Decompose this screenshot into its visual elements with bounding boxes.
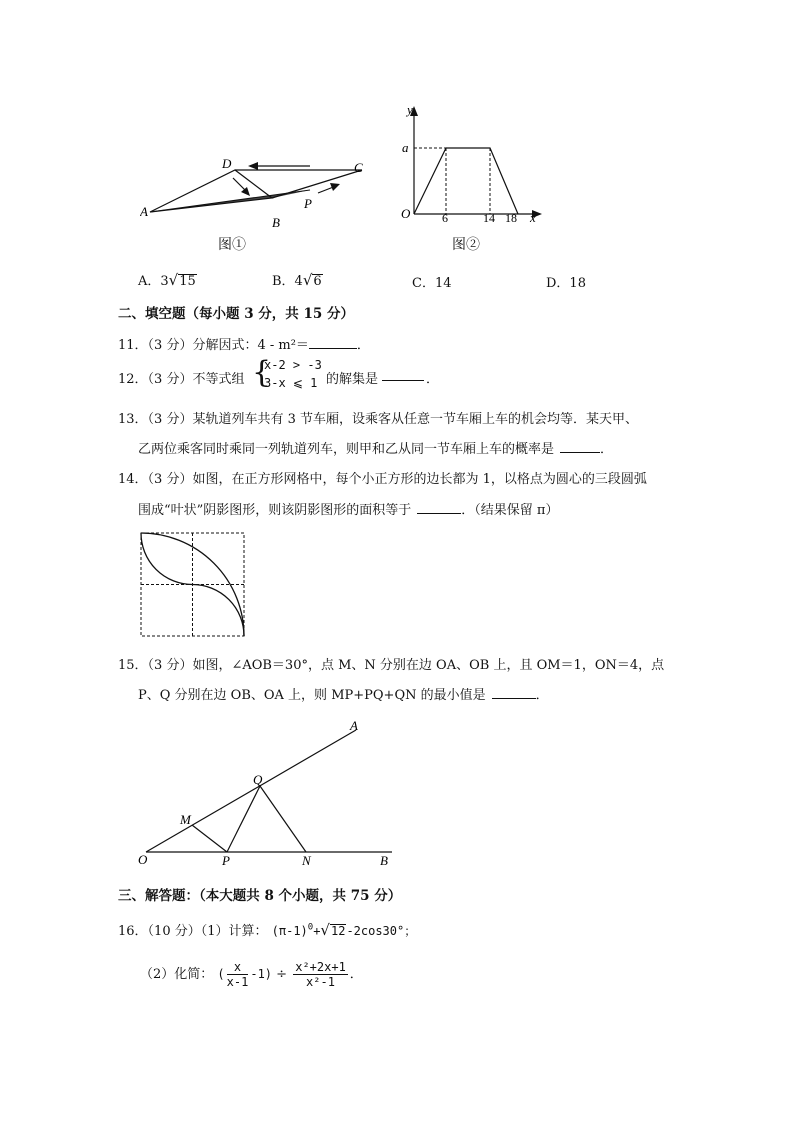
label-A: A xyxy=(140,204,148,219)
figure-2-caption: 图② xyxy=(452,237,480,253)
svg-text:Q: Q xyxy=(253,772,263,787)
svg-text:18: 18 xyxy=(505,211,517,225)
question-14-line-2: 围成“叶状”阴影图形，则该阴影图形的面积等于 ．（结果保留 π） xyxy=(138,503,559,518)
question-16-part-2: （2）化简： ( $\frac{x}{x-1}$ -1) ÷ $\frac{\text{x²+2x+1}}{\text{x²-1}}$ ． xyxy=(140,960,363,989)
graph-line xyxy=(414,148,518,214)
option-c: C．14 xyxy=(412,276,452,291)
svg-text:x: x xyxy=(530,210,536,225)
question-16-part-1: 16．（10 分）（1）计算： $(\pi-1)^0+√12-2\cos 30^\circ$； xyxy=(118,921,417,939)
question-15-line-1: 15．（3 分）如图，∠AOB＝30°，点 M、N 分别在边 OA、OB 上，且 OM＝1，ON＝4，点 xyxy=(118,658,665,673)
option-b: B．4√6 xyxy=(272,271,322,289)
svg-text:6: 6 xyxy=(442,211,448,225)
option-a: A．3√15 xyxy=(138,271,196,289)
svg-text:O: O xyxy=(401,206,411,221)
figure-1 xyxy=(140,150,380,240)
svg-text:a: a xyxy=(402,140,409,155)
question-15-line-2: P、Q 分别在边 OB、OA 上，则 MP+PQ+QN 的最小值是 ． xyxy=(138,688,549,703)
label-P: P xyxy=(304,196,312,211)
label-B: B xyxy=(272,215,280,230)
option-d: D．18 xyxy=(546,276,586,291)
label-C: C xyxy=(354,160,363,175)
svg-text:B: B xyxy=(380,853,388,868)
figure-14-leaf-grid xyxy=(140,532,246,638)
section-2-heading: 二、填空题（每小题 3 分，共 15 分） xyxy=(118,306,354,322)
svg-text:A: A xyxy=(350,718,358,733)
figure-2 xyxy=(396,100,546,228)
question-14-line-1: 14．（3 分）如图，在正方形网格中，每个小正方形的边长都为 1，以格点为圆心的三段圆弧 xyxy=(118,472,647,487)
question-11: 11．（3 分）分解因式：4 - m²＝ ． xyxy=(118,338,370,353)
svg-text:N: N xyxy=(302,853,311,868)
svg-text:y: y xyxy=(407,102,413,117)
question-13-line-1: 13．（3 分）某轨道列车共有 3 节车厢，设乘客从任意一节车厢上车的机会均等．某天甲、 xyxy=(118,412,638,427)
triangle-adb xyxy=(150,170,272,212)
section-3-heading: 三、解答题：（本大题共 8 个小题，共 75 分） xyxy=(118,888,402,904)
svg-text:P: P xyxy=(222,853,230,868)
question-13-line-2: 乙两位乘客同时乘同一列轨道列车，则甲和乙从同一节车厢上车的概率是 ． xyxy=(138,442,614,457)
figure-1-caption: 图① xyxy=(218,237,246,253)
label-D: D xyxy=(222,156,232,171)
svg-text:M: M xyxy=(180,812,191,827)
figure-15 xyxy=(134,712,404,872)
svg-text:O: O xyxy=(138,852,148,867)
svg-text:14: 14 xyxy=(483,211,495,225)
